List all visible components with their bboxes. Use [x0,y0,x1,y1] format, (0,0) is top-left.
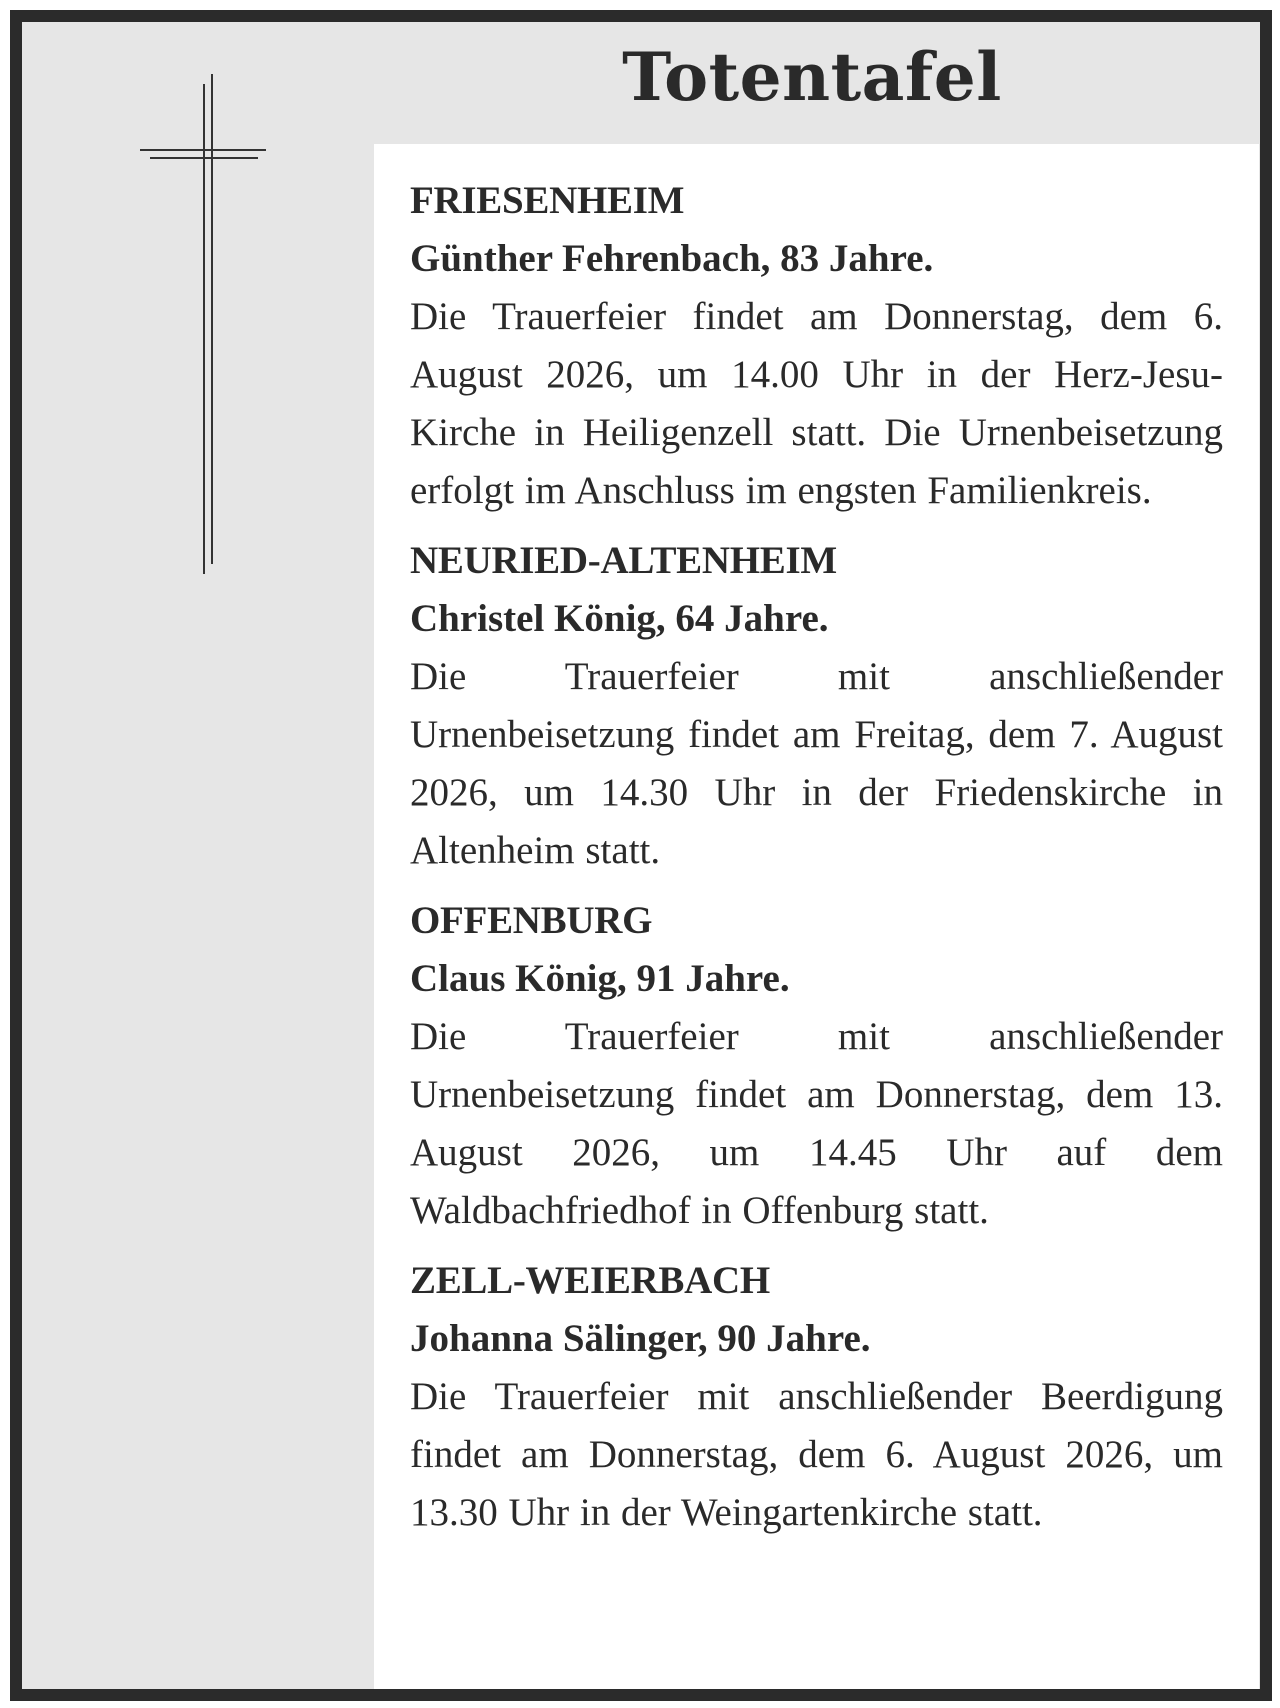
obituary-entry [410,1252,1223,1542]
obituary-board [10,10,1272,1701]
cross-icon [140,74,270,584]
obituary-entry [410,892,1223,1240]
entry-text: Die Trauerfeier mit anschließender Beerdigung findet am Donnerstag, dem 6. August 2026, um 13.30 Uhr in der Weingartenkirche statt. [410,1375,1223,1534]
entry-name: Günther Fehrenbach, 83 Jahre. [410,237,934,280]
entry-place: FRIESENHEIM [410,179,685,222]
page-title: Totentafel [622,38,1002,116]
entry-text: Die Trauerfeier findet am Donnerstag, dem 6. August 2026, um 14.00 Uhr in der Herz-Jesu-Kirche in Heiligenzell statt. Die Urnenbeisetzung erfolgt im Anschluss im engsten Familienkreis. [410,295,1223,512]
entry-name: Claus König, 91 Jahre. [410,957,790,1000]
entry-text: Die Trauerfeier mit anschließender Urnenbeisetzung findet am Freitag, dem 7. August 2026, um 14.30 Uhr in der Friedenskirche in Altenheim statt. [410,655,1223,872]
entry-name: Christel König, 64 Jahre. [410,597,829,640]
obituary-list [374,144,1259,1689]
entry-name: Johanna Sälinger, 90 Jahre. [410,1317,871,1360]
obituary-entry [410,532,1223,880]
obituary-entry [410,172,1223,520]
entry-place: NEURIED-ALTENHEIM [410,539,837,582]
entry-text: Die Trauerfeier mit anschließender Urnenbeisetzung findet am Donnerstag, dem 13. August 2026, um 14.45 Uhr auf dem Waldbachfriedhof in Offenburg statt. [410,1015,1223,1232]
entry-place: ZELL-WEIERBACH [410,1259,770,1302]
entry-place: OFFENBURG [410,899,653,942]
